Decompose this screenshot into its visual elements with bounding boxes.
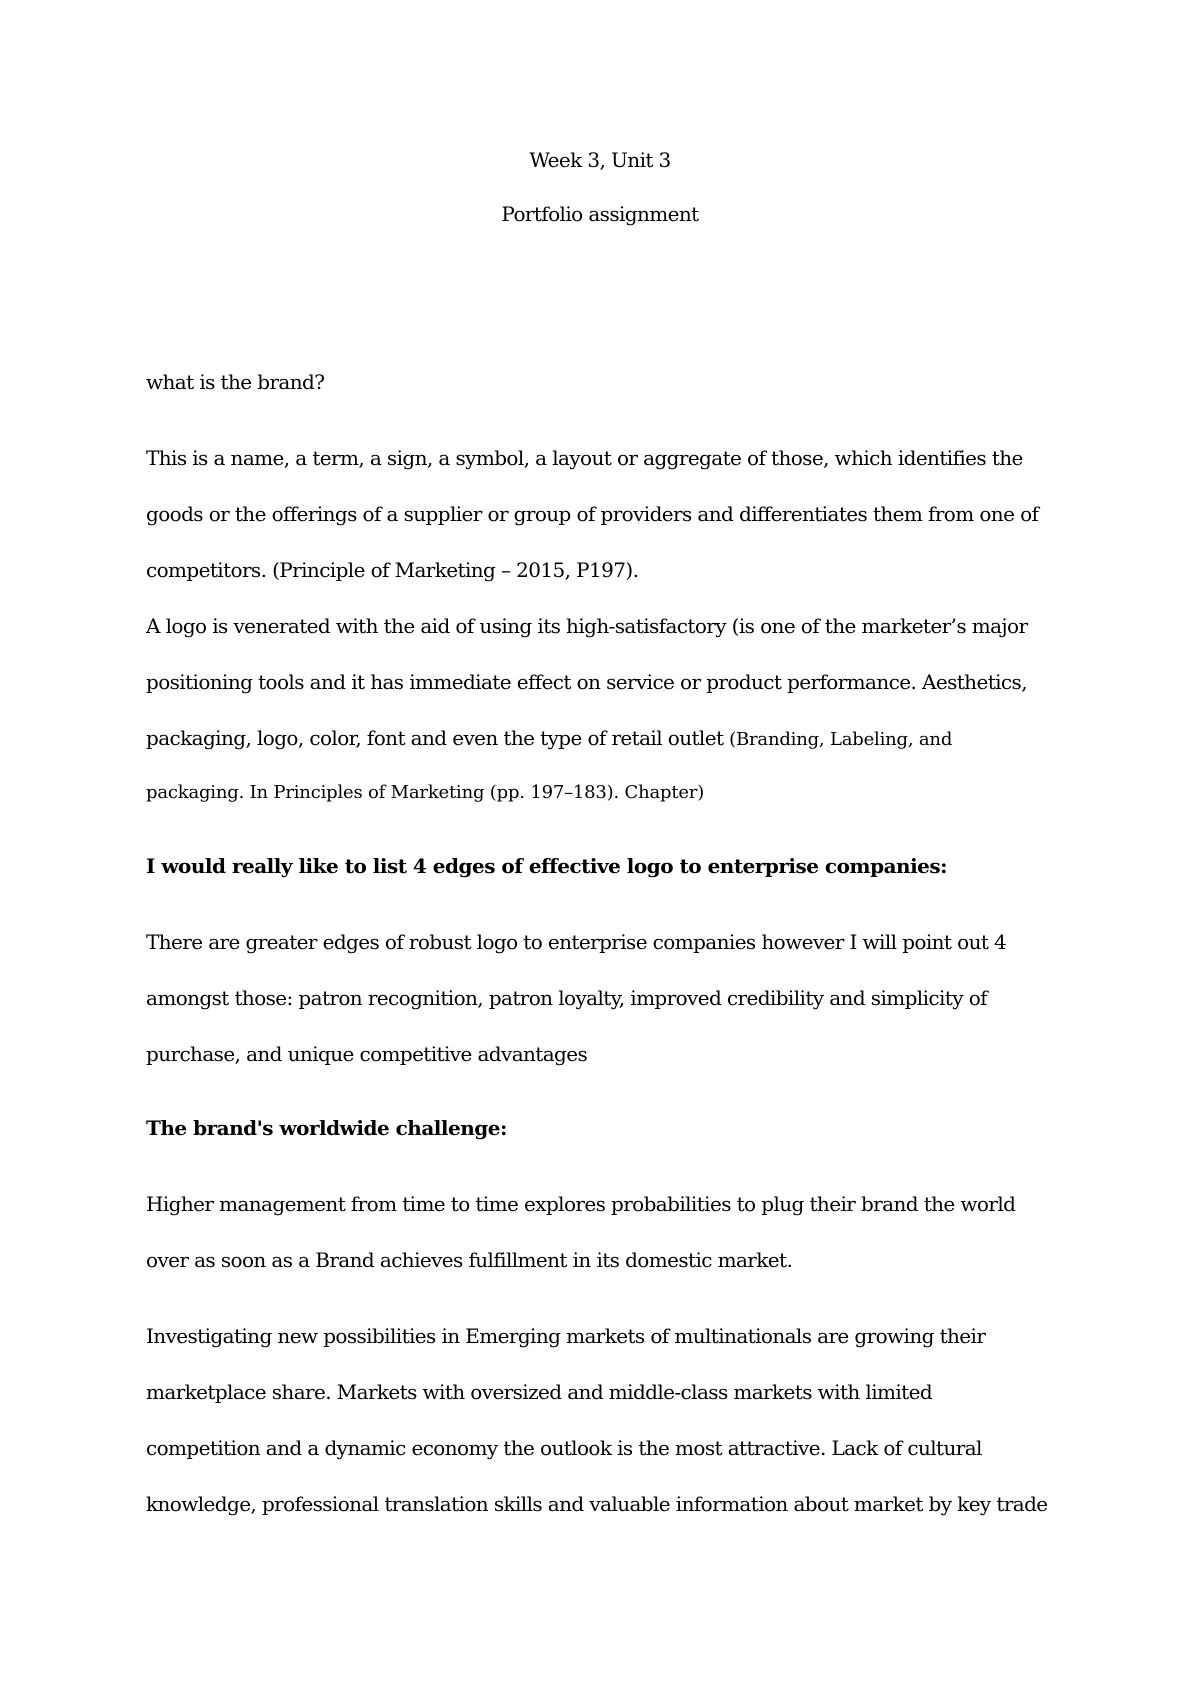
- edges-line-3: purchase, and unique competitive advantages: [146, 1042, 588, 1066]
- question-line: what is the brand?: [146, 370, 325, 394]
- logo-line-3-text: packaging, logo, color, font and even the type of retail outlet: [146, 726, 730, 750]
- markets-line-1: Investigating new possibilities in Emerging markets of multinationals are growing their: [146, 1324, 986, 1348]
- definition-line-3: competitors. (Principle of Marketing – 2015, P197).: [146, 558, 639, 582]
- markets-line-4: knowledge, professional translation skills and valuable information about market by key trade: [146, 1492, 1048, 1516]
- markets-line-3: competition and a dynamic economy the outlook is the most attractive. Lack of cultural: [146, 1436, 982, 1460]
- edges-line-2: amongst those: patron recognition, patron loyalty, improved credibility and simplicity of: [146, 986, 987, 1010]
- definition-line-2: goods or the offerings of a supplier or group of providers and differentiates them from one of: [146, 502, 1039, 526]
- logo-line-1: A logo is venerated with the aid of using its high-satisfactory (is one of the marketer’s major: [146, 614, 1028, 638]
- logo-citation-2: packaging. In Principles of Marketing (pp. 197–183). Chapter): [146, 782, 705, 803]
- heading-edges: I would really like to list 4 edges of effective logo to enterprise companies:: [146, 854, 948, 878]
- edges-line-1: There are greater edges of robust logo to enterprise companies however I will point out 4: [146, 930, 1007, 954]
- heading-challenge: The brand's worldwide challenge:: [146, 1116, 507, 1140]
- logo-line-2: positioning tools and it has immediate effect on service or product performance. Aesthetics,: [146, 670, 1027, 694]
- logo-line-3: [146, 726, 952, 750]
- challenge-line-2: over as soon as a Brand achieves fulfillment in its domestic market.: [146, 1248, 793, 1272]
- logo-citation-1: (Branding, Labeling, and: [729, 729, 953, 750]
- document-subtitle: Portfolio assignment: [501, 202, 699, 226]
- challenge-line-1: Higher management from time to time explores probabilities to plug their brand the world: [146, 1192, 1016, 1216]
- definition-line-1: This is a name, a term, a sign, a symbol, a layout or aggregate of those, which identifies the: [146, 446, 1023, 470]
- markets-line-2: marketplace share. Markets with oversized and middle-class markets with limited: [146, 1380, 933, 1404]
- document-title: Week 3, Unit 3: [529, 148, 671, 172]
